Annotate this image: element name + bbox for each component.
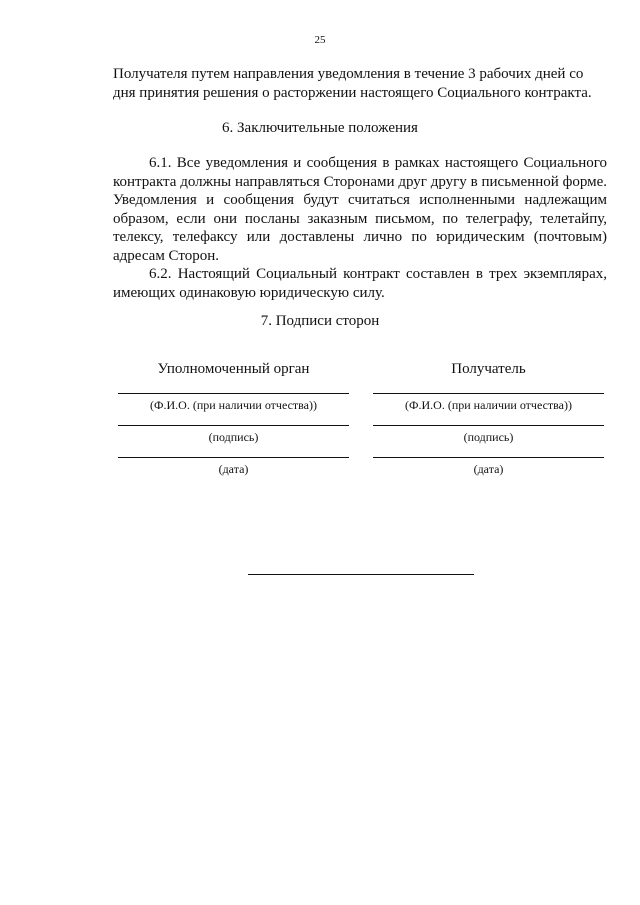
closing-rule: [248, 574, 474, 575]
fio-caption: (Ф.И.О. (при наличии отчества)): [405, 398, 572, 412]
signature-party-title: Получатель: [451, 361, 526, 377]
page-number: 25: [314, 34, 326, 46]
fio-line: [373, 393, 604, 394]
date-caption: (дата): [218, 462, 249, 476]
signature-caption: (подпись): [463, 430, 514, 444]
signature-line: [373, 425, 604, 426]
date-line: [118, 457, 349, 458]
signature-block-authority: [118, 360, 349, 477]
section-7-heading: 7. Подписи сторон: [260, 313, 380, 329]
paragraph-6-2: 6.2. Настоящий Социальный контракт составлен в трех экземплярах, имеющих одинаковую юридическую силу.: [113, 266, 607, 301]
fio-caption: (Ф.И.О. (при наличии отчества)): [150, 398, 317, 412]
paragraph-6-1: 6.1. Все уведомления и сообщения в рамках настоящего Социального контракта должны направляться Сторонами друг другу в письменной форме. Уведомления и сообщения будут считаться исполненными надлежащим образом, если они посланы заказным письмом, по телеграфу, телетайпу, телексу, телефаксу или доставлены лично по юридическим (почтовым) адресам Сторон.: [113, 155, 607, 264]
fio-line: [118, 393, 349, 394]
section-6-body: [113, 154, 607, 302]
signature-party-title: Уполномоченный орган: [157, 361, 310, 377]
section-6-heading: 6. Заключительные положения: [222, 120, 418, 136]
signature-block-recipient: [373, 360, 604, 477]
signature-line: [118, 425, 349, 426]
date-line: [373, 457, 604, 458]
continuation-paragraph: Получателя путем направления уведомления в течение 3 рабочих дней со дня принятия решения о расторжении настоящего Социального контракта.: [113, 66, 592, 101]
signature-caption: (подпись): [208, 430, 259, 444]
date-caption: (дата): [473, 462, 504, 476]
